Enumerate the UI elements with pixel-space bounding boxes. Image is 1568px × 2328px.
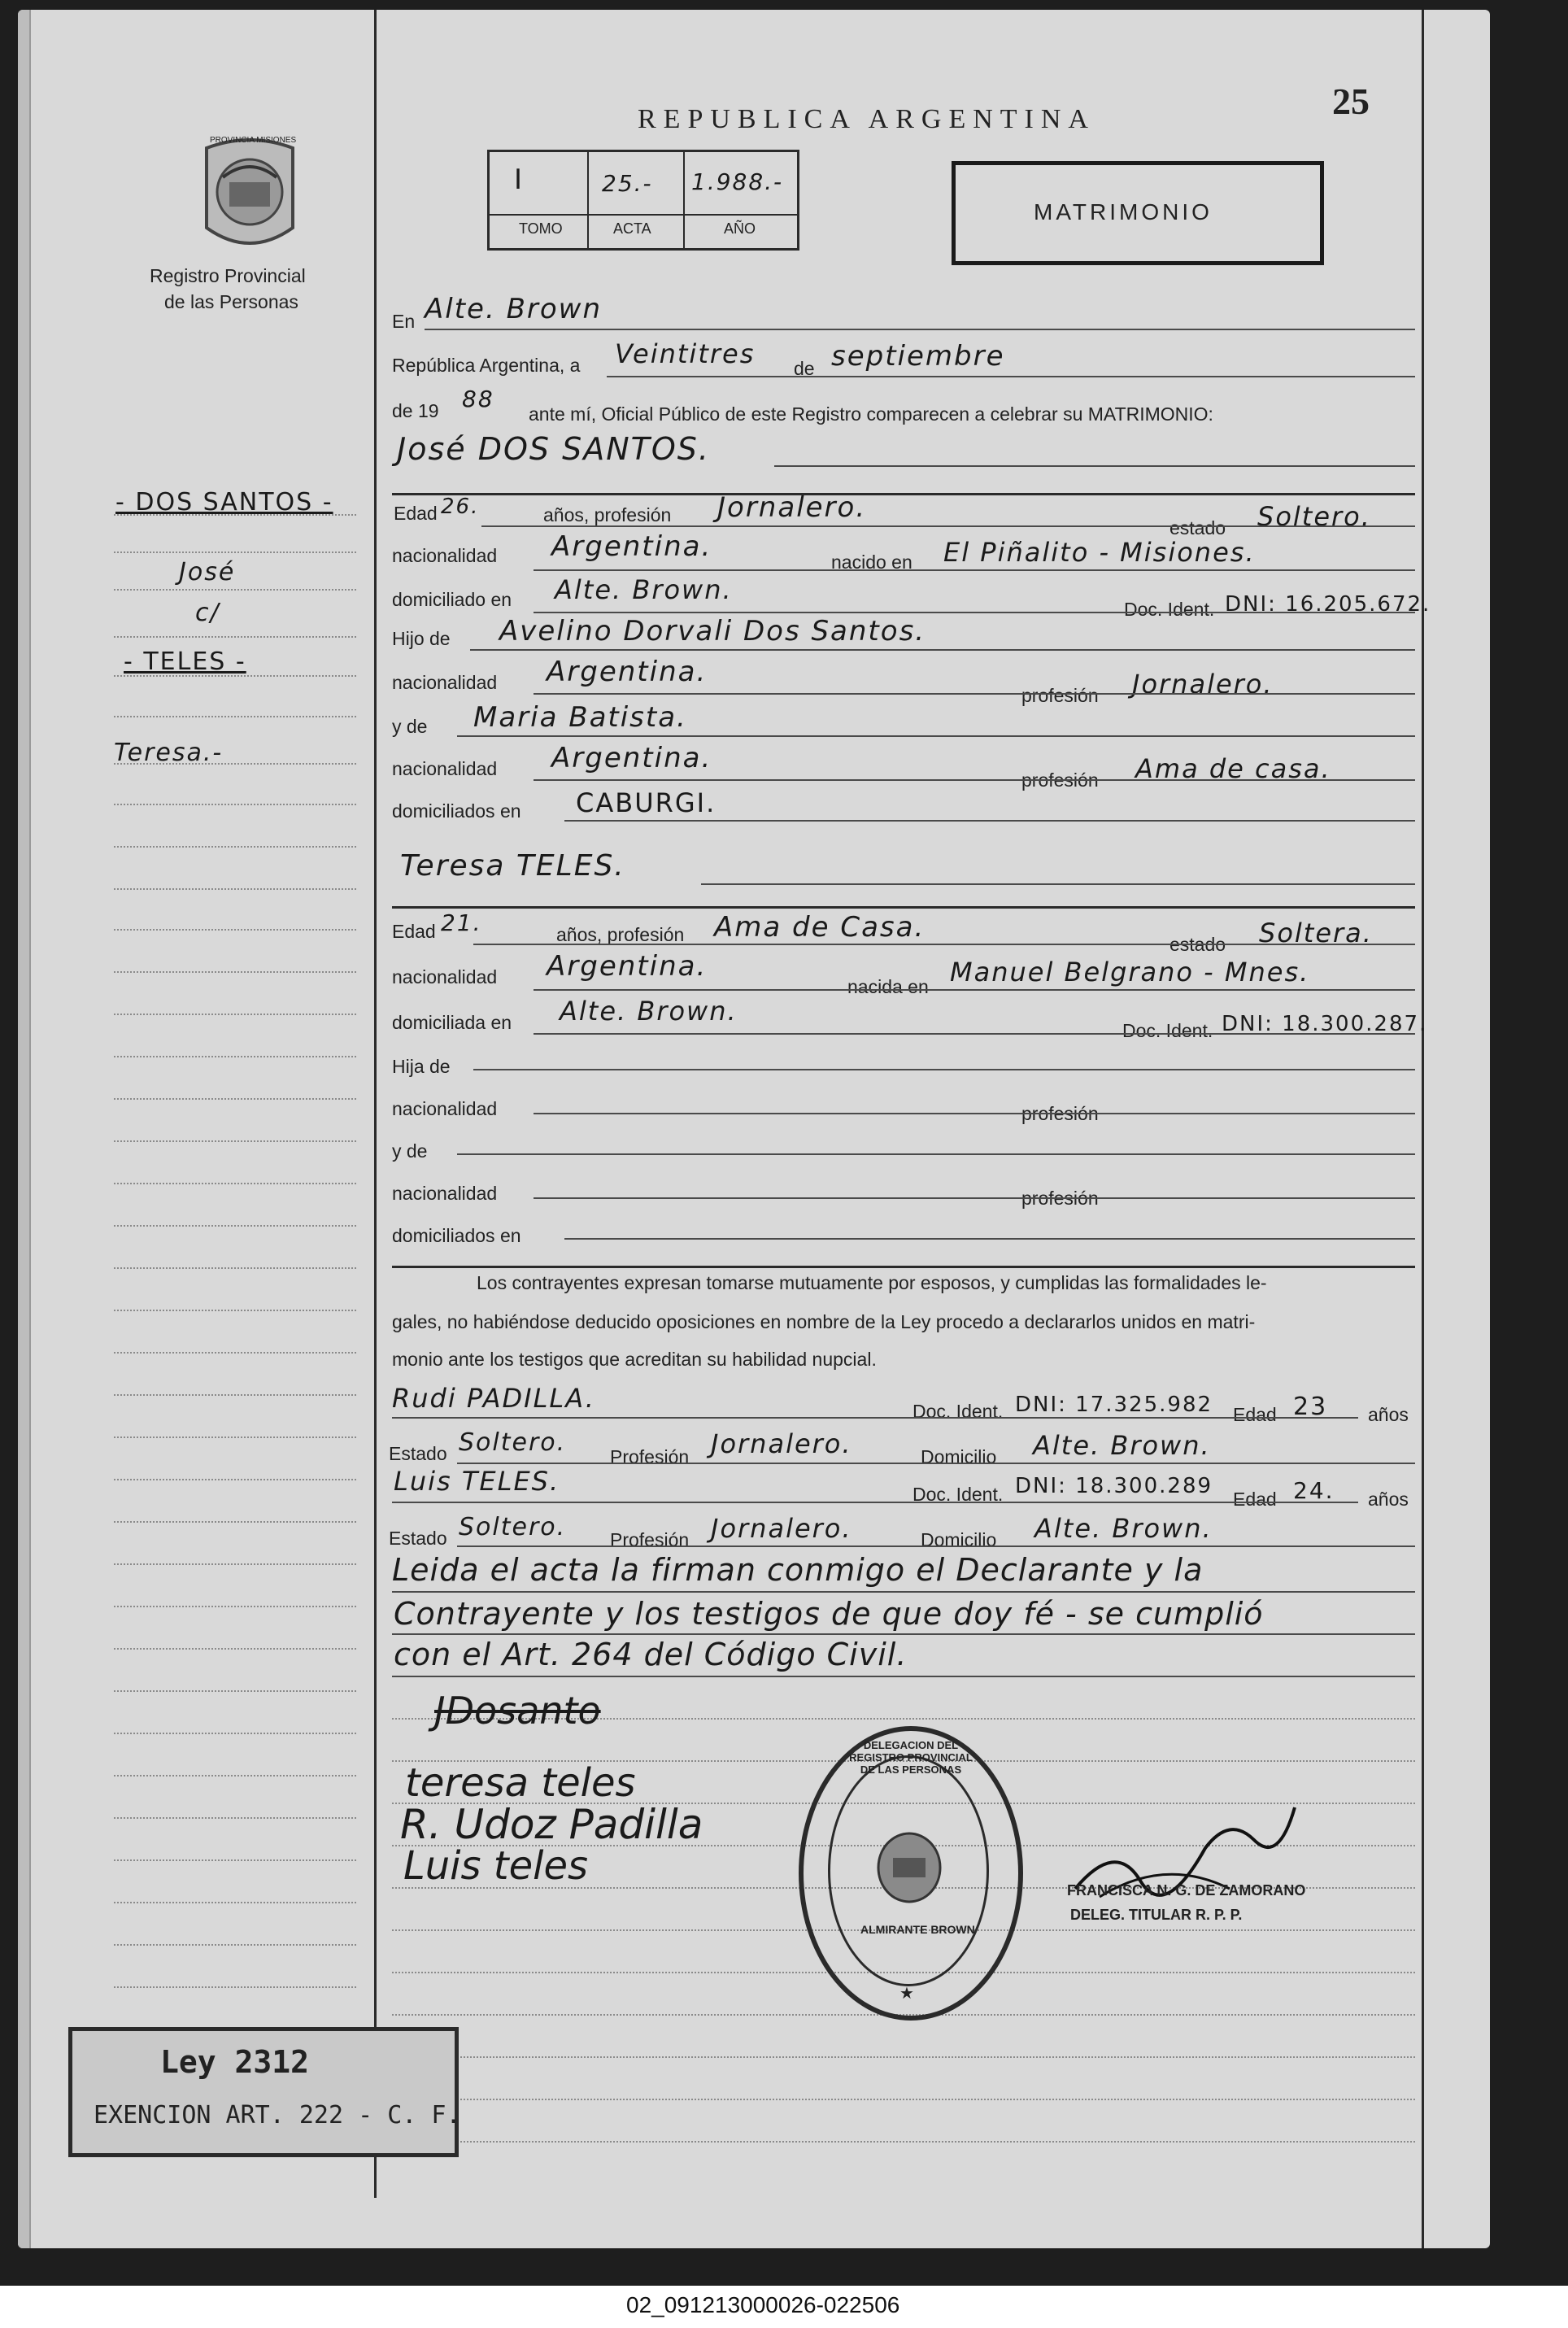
bride-hija-label: Hija de <box>392 1056 451 1077</box>
margin-given-name-1: José <box>179 558 236 586</box>
groom-doc: DNI: 16.205.672. <box>1225 592 1431 617</box>
tomo-acta-anio-box <box>487 150 799 251</box>
bride-nac2-label: nacionalidad <box>392 1098 498 1119</box>
note-line-1: Leida el acta la firman conmigo el Declarante y la <box>392 1552 1204 1588</box>
groom-father-prof-label: profesión <box>1021 685 1099 706</box>
register-page <box>18 10 1490 2248</box>
witness1-edad-label: Edad <box>1233 1404 1277 1425</box>
groom-name: José DOS SANTOS. <box>397 431 710 467</box>
groom-mother-prof-label: profesión <box>1021 769 1099 791</box>
en-label: En <box>392 311 416 332</box>
book-spine <box>18 10 31 2248</box>
groom-dom-label: domiciliado en <box>392 589 512 610</box>
file-id: 02_091213000026-022506 <box>626 2292 900 2317</box>
bride-status: Soltera. <box>1259 918 1373 948</box>
seal-text: PROVINCIA MISIONES <box>210 136 297 145</box>
groom-father-profession: Jornalero. <box>1132 669 1274 700</box>
margin-rule <box>374 10 377 2198</box>
witness1-estado-label: Estado <box>389 1443 447 1464</box>
groom-domicile: Alte. Brown. <box>555 574 733 605</box>
groom-mother-nac-label: nacionalidad <box>392 758 498 779</box>
signature-groom: JDosanto <box>434 1689 601 1733</box>
appear-text: ante mí, Oficial Público de este Registro comparecen a celebrar su MATRIMONIO: <box>529 403 1213 425</box>
groom-status: Soltero. <box>1257 501 1371 532</box>
tomo-cell <box>490 152 589 248</box>
stamp-inner-text: ALMIRANTE BROWN <box>860 1923 975 1936</box>
bride-nac3-label: nacionalidad <box>392 1183 498 1204</box>
anio-value: 1.988.- <box>691 168 784 195</box>
bride-nationality: Argentina. <box>547 950 708 983</box>
groom-mother-nationality: Argentina. <box>551 742 712 774</box>
bride-parents-dom-label: domiciliados en <box>392 1225 521 1246</box>
groom-mother-profession: Ama de casa. <box>1135 753 1331 784</box>
day: Veintitres <box>615 338 756 369</box>
bride-domicile: Alte. Brown. <box>560 996 738 1027</box>
anio-cell <box>683 152 797 248</box>
registry-office-line2: de las Personas <box>164 291 298 312</box>
month: septiembre <box>831 340 1005 373</box>
groom-parents-domicile: CABURGI. <box>576 787 716 818</box>
country-header: REPUBLICA ARGENTINA <box>638 104 1095 134</box>
record-type-box <box>952 161 1324 265</box>
declaration-line-3: monio ante los testigos que acreditan su habilidad nupcial. <box>392 1349 877 1370</box>
year-suffix: 88 <box>462 386 494 412</box>
groom-yde-label: y de <box>392 716 428 737</box>
exemption-law: Ley 2312 <box>160 2044 310 2080</box>
witness2-anos-label: años <box>1368 1489 1409 1510</box>
acta-label: ACTA <box>613 220 651 237</box>
stamp-coat-of-arms-icon <box>870 1829 948 1907</box>
note-line-3: con el Art. 264 del Código Civil. <box>394 1637 908 1672</box>
witness2-doc: DNI: 18.300.289 <box>1015 1474 1213 1498</box>
witness1-profession: Jornalero. <box>711 1428 852 1459</box>
bride-name: Teresa TELES. <box>400 849 625 883</box>
groom-estado-label: estado <box>1169 517 1226 538</box>
groom-nationality: Argentina. <box>551 530 712 563</box>
tomo-label: TOMO <box>519 220 563 237</box>
groom-nac-label: nacionalidad <box>392 545 498 566</box>
groom-birthplace: El Piñalito - Misiones. <box>943 537 1256 568</box>
footer-bar <box>0 2286 1568 2328</box>
bride-age: 21. <box>441 909 482 936</box>
stamp-star-icon: ★ <box>899 1985 914 2003</box>
exemption-stamp <box>68 2027 459 2157</box>
official-stamp <box>799 1726 1023 2021</box>
box-divider <box>490 214 797 216</box>
bride-edad-label: Edad <box>392 921 436 942</box>
registry-seal-icon <box>190 132 309 260</box>
groom-father-nationality: Argentina. <box>547 656 708 688</box>
stamp-outer-text: DELEGACION DEL REGISTRO PROVINCIAL DE LAS PERSONAS <box>849 1739 973 1776</box>
groom-doc-label: Doc. Ident. <box>1124 599 1215 620</box>
signature-witness-2: Luis teles <box>403 1843 588 1889</box>
note-line-2: Contrayente y los testigos de que doy fé - se cumplió <box>394 1596 1264 1632</box>
witness1-doc-label: Doc. Ident. <box>912 1401 1004 1422</box>
witness2-age: 24. <box>1293 1477 1335 1504</box>
official-title: DELEG. TITULAR R. P. P. <box>1070 1907 1243 1923</box>
signature-bride: teresa teles <box>405 1760 636 1806</box>
witness1-prof-label: Profesión <box>610 1446 690 1467</box>
groom-nacido-label: nacido en <box>831 551 912 573</box>
witness1-anos-label: años <box>1368 1404 1409 1425</box>
margin-surname-2: - TELES - <box>124 647 246 676</box>
bride-nac-label: nacionalidad <box>392 966 498 987</box>
declaration-line-2: gales, no habiéndose deducido oposiciones en nombre de la Ley procedo a declararlos unidos en matri- <box>392 1311 1256 1332</box>
witness1-doc: DNI: 17.325.982 <box>1015 1393 1213 1417</box>
acta-cell <box>587 152 685 248</box>
record-type: MATRIMONIO <box>1034 199 1213 225</box>
declaration-line-1: Los contrayentes expresan tomarse mutuamente por esposos, y cumplidas las formalidades le- <box>477 1272 1267 1293</box>
witness2-prof-label: Profesión <box>610 1529 690 1550</box>
groom-hijo-label: Hijo de <box>392 628 451 649</box>
margin-conjunction: c/ <box>195 599 220 627</box>
de-label: de <box>794 358 815 379</box>
bride-estado-label: estado <box>1169 934 1226 955</box>
anio-label: AÑO <box>724 220 756 237</box>
groom-father: Avelino Dorvali Dos Santos. <box>499 615 926 647</box>
margin-surname-1: - DOS SANTOS - <box>115 488 333 517</box>
groom-profession: Jornalero. <box>717 491 867 524</box>
witness2-status: Soltero. <box>459 1513 567 1541</box>
bride-profession: Ama de Casa. <box>714 911 926 944</box>
witness2-doc-label: Doc. Ident. <box>912 1484 1004 1505</box>
place: Alte. Brown <box>425 293 603 325</box>
groom-age: 26. <box>441 495 480 519</box>
official-name: FRANCISCA N. G. DE ZAMORANO <box>1067 1882 1306 1899</box>
witness2-dom-label: Domicilio <box>921 1529 997 1550</box>
bride-birthplace: Manuel Belgrano - Mnes. <box>950 957 1310 987</box>
bride-yde-label: y de <box>392 1140 428 1162</box>
groom-anos-prof-label: años, profesión <box>543 504 672 525</box>
witness2-profession: Jornalero. <box>711 1513 852 1544</box>
bride-prof2-label: profesión <box>1021 1103 1099 1124</box>
margin-given-name-2: Teresa.- <box>114 739 224 767</box>
witness1-dom-label: Domicilio <box>921 1446 997 1467</box>
bride-anos-prof-label: años, profesión <box>556 924 685 945</box>
witness1-age: 23 <box>1293 1393 1328 1421</box>
witness1-status: Soltero. <box>459 1428 567 1457</box>
page-number: 25 <box>1332 81 1370 122</box>
witness2-edad-label: Edad <box>1233 1489 1277 1510</box>
witness1-domicile: Alte. Brown. <box>1033 1430 1211 1461</box>
witness2-domicile: Alte. Brown. <box>1034 1513 1213 1544</box>
year-prefix: de 19 <box>392 400 439 421</box>
groom-mother: Maria Batista. <box>473 701 687 734</box>
signature-witness-1: R. Udoz Padilla <box>400 1801 703 1848</box>
bride-dom-label: domiciliada en <box>392 1012 512 1033</box>
right-margin-rule <box>1422 10 1424 2248</box>
acta-value: 25.- <box>602 170 653 197</box>
bride-doc-label: Doc. Ident. <box>1122 1020 1213 1041</box>
groom-edad-label: Edad <box>394 503 438 524</box>
bride-doc: DNI: 18.300.287. <box>1222 1012 1428 1036</box>
tomo-value: I <box>514 163 525 196</box>
groom-parents-dom-label: domiciliados en <box>392 800 521 822</box>
witness2-estado-label: Estado <box>389 1528 447 1549</box>
registry-office-line1: Registro Provincial <box>150 265 306 286</box>
bride-nacida-label: nacida en <box>847 976 929 997</box>
exemption-article: EXENCION ART. 222 - C. F. <box>94 2101 461 2130</box>
groom-father-nac-label: nacionalidad <box>392 672 498 693</box>
witness2-name: Luis TELES. <box>394 1466 560 1497</box>
bride-prof3-label: profesión <box>1021 1188 1099 1209</box>
republic-label: República Argentina, a <box>392 355 581 376</box>
witness1-name: Rudi PADILLA. <box>392 1383 595 1414</box>
